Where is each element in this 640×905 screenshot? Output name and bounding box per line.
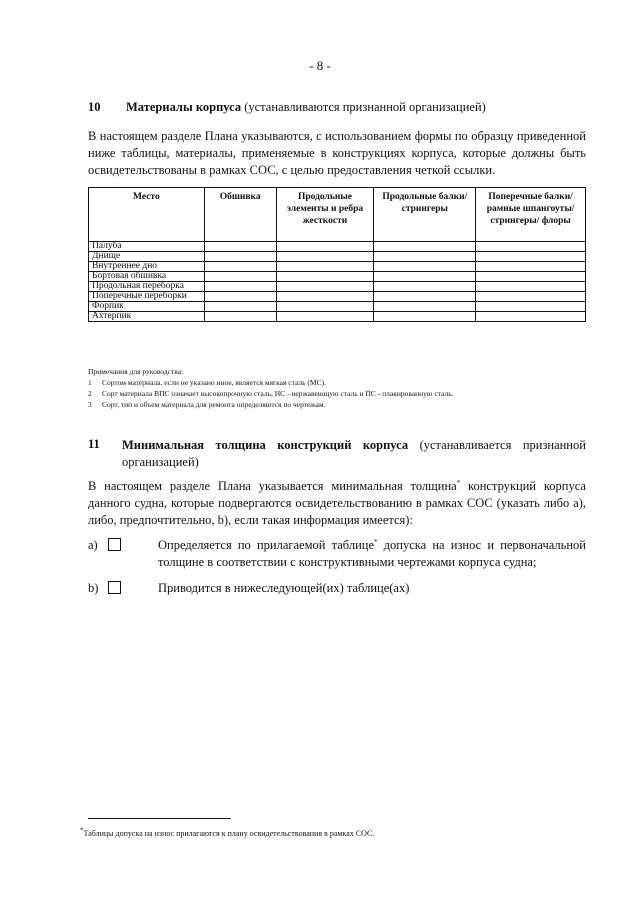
table-cell	[204, 252, 276, 262]
section-11-note-end: организацией)	[122, 455, 199, 469]
footnote-mark: *	[80, 826, 84, 835]
note-text: Сорт материала ВПС означает высокопрочную сталь, НС - нержавеющую сталь и ПС - плакированную сталь.	[102, 389, 454, 398]
table-cell	[374, 282, 476, 292]
note-number: 3	[88, 400, 92, 409]
footnote-mark: *	[456, 478, 461, 487]
section-10-note: (устанавливаются признанной организацией)	[244, 100, 486, 114]
section-11-paragraph	[88, 478, 586, 529]
table-cell	[204, 292, 276, 302]
option-b-checkbox[interactable]	[108, 581, 121, 594]
option-a-checkbox[interactable]	[108, 538, 121, 551]
note-text: Сортом материала, если не указано иное, является мягкая сталь (МС).	[102, 378, 326, 387]
table-cell	[476, 292, 586, 302]
footnote-mark: *	[374, 537, 378, 546]
section-10-title: Материалы корпуса	[126, 100, 242, 114]
option-a-text-part: Определяется по прилагаемой таблице	[158, 538, 374, 552]
page-number: - 8 -	[309, 58, 331, 73]
row-label: Внутреннее дно	[89, 262, 205, 272]
option-a-text	[158, 537, 586, 571]
table-cell	[374, 242, 476, 252]
option-a-text-part: допуска на износ и первоначальной	[377, 538, 586, 552]
table-cell	[204, 272, 276, 282]
table-cell	[276, 242, 374, 252]
section-10-line: В настоящем разделе Плана указываются, с использованием формы по образцу приведенной	[88, 129, 586, 143]
table-row	[89, 262, 586, 272]
section-10-number: 10	[88, 100, 101, 114]
section-11-title-word: толщина	[215, 438, 266, 452]
section-11-line: данного судна, которые подвергаются освидетельствованию в рамках СОС (указать либо a),	[88, 496, 586, 510]
table-cell	[276, 272, 374, 282]
table-cell	[476, 302, 586, 312]
table-row	[89, 292, 586, 302]
table-row	[89, 242, 586, 252]
table-cell	[276, 292, 374, 302]
table-cell	[374, 292, 476, 302]
table-row	[89, 252, 586, 262]
table-header-cell: Поперечные балки/ рамные шпангоуты/ стрингеры/ флоры	[476, 188, 586, 242]
table-header-cell: Обшивка	[204, 188, 276, 242]
note-number: 2	[88, 389, 92, 398]
row-label: Бортовая обшивка	[89, 272, 205, 282]
table-cell	[476, 252, 586, 262]
table-cell	[476, 262, 586, 272]
table-cell	[204, 242, 276, 252]
table-cell	[204, 302, 276, 312]
note-item	[88, 388, 454, 399]
option-a-label: a)	[88, 538, 98, 552]
section-11-title-word: Минимальная	[122, 438, 205, 452]
table-cell	[476, 272, 586, 282]
row-label: Днище	[89, 252, 205, 262]
note-number: 1	[88, 378, 92, 387]
table-cell	[276, 312, 374, 322]
row-label: Ахтерпик	[89, 312, 205, 322]
table-header-cell: Продольные элементы и ребра жесткости	[276, 188, 374, 242]
notes-title: Примечания для руководства:	[88, 367, 184, 376]
table-row	[89, 312, 586, 322]
table-cell	[374, 252, 476, 262]
table-cell	[374, 302, 476, 312]
section-11-heading	[122, 437, 586, 471]
section-10-heading	[126, 100, 486, 115]
section-11-line: либо, предпочтительно, b), если такая информация имеется):	[88, 513, 413, 527]
section-11-title-word: конструкций	[277, 438, 352, 452]
option-b-text: Приводится в нижеследующей(их) таблице(ах)	[158, 581, 410, 595]
section-11-note-start: (устанавливается	[419, 438, 512, 452]
footnote	[80, 826, 375, 838]
table-cell	[204, 282, 276, 292]
note-item	[88, 377, 454, 388]
section-10-line: освидетельствованы в рамках СОС, с целью предоставления четкой ссылки.	[88, 163, 496, 177]
table-cell	[204, 312, 276, 322]
table-header-cell: Продольные балки/стрингеры	[374, 188, 476, 242]
section-11-text: В настоящем разделе Плана указывается минимальная толщина	[88, 479, 457, 493]
table-cell	[374, 312, 476, 322]
row-label: Поперечные переборки	[89, 292, 205, 302]
row-label: Продольная переборка	[89, 282, 205, 292]
table-row	[89, 282, 586, 292]
note-text: Сорт, тип и объем материала для ремонта определяются по чертежам.	[102, 400, 326, 409]
materials-table	[88, 187, 586, 322]
option-a-text-line2: толщине в соответствии с конструктивными чертежами корпуса судна;	[158, 555, 537, 569]
table-cell	[476, 282, 586, 292]
section-10-line: ниже таблицы, материалы, применяемые в конструкциях корпуса, которые должны быть	[88, 146, 586, 160]
footnote-rule	[88, 818, 231, 819]
section-11-line	[88, 478, 586, 495]
table-cell	[276, 282, 374, 292]
table-header-cell: Место	[89, 188, 205, 242]
guidance-notes	[88, 366, 454, 410]
table-cell	[276, 302, 374, 312]
table-cell	[276, 252, 374, 262]
table-header-row	[89, 188, 586, 242]
section-10-paragraph	[88, 128, 586, 179]
table-cell	[374, 262, 476, 272]
section-11-title-word: корпуса	[362, 438, 409, 452]
row-label: Палуба	[89, 242, 205, 252]
option-b-label: b)	[88, 581, 99, 595]
table-cell	[476, 312, 586, 322]
section-11-note-mid: признанной	[522, 438, 586, 452]
table-row	[89, 272, 586, 282]
table-cell	[276, 262, 374, 272]
row-label: Форпик	[89, 302, 205, 312]
note-item	[88, 399, 454, 410]
table-row	[89, 302, 586, 312]
footnote-text: Таблицы допуска на износ прилагаются к плану освидетельствования в рамках СОС.	[83, 829, 375, 838]
section-11-text: конструкций корпуса	[460, 479, 586, 493]
table-cell	[476, 242, 586, 252]
table-cell	[204, 262, 276, 272]
section-11-number: 11	[88, 437, 100, 451]
table-cell	[374, 272, 476, 282]
